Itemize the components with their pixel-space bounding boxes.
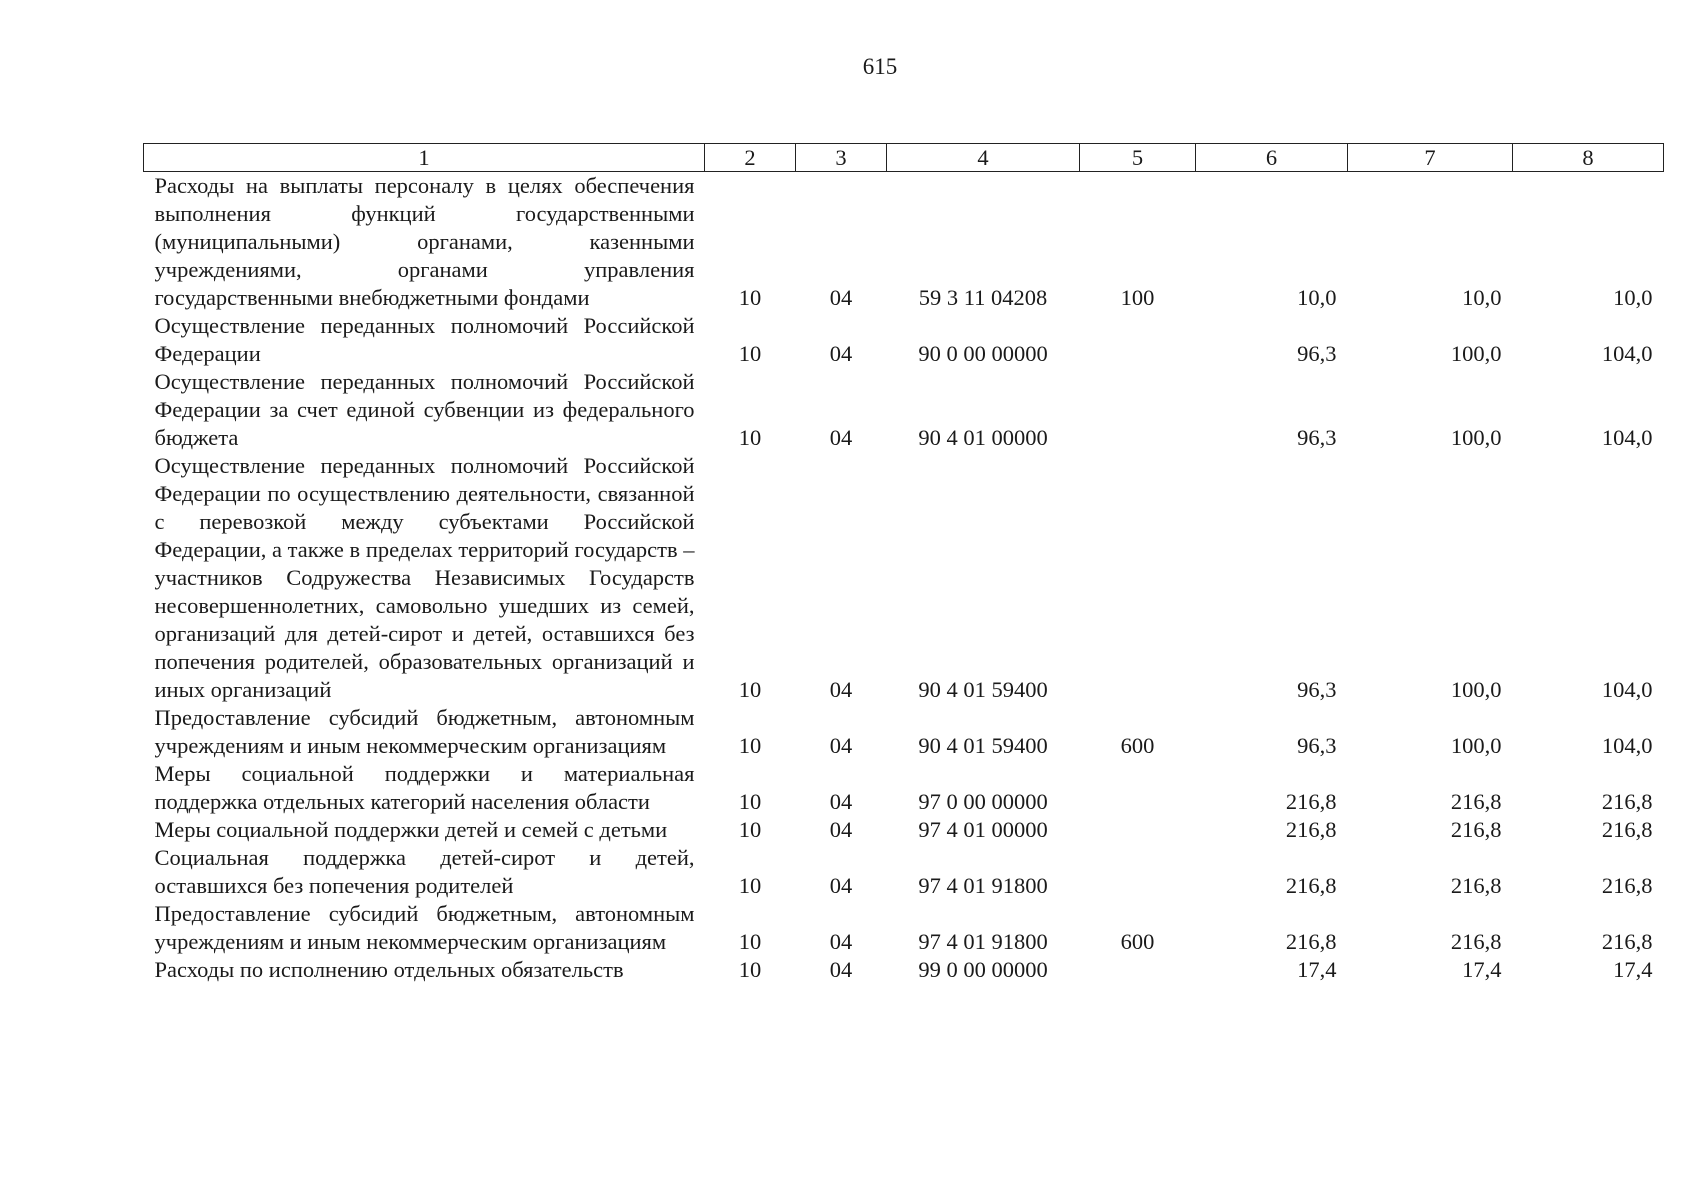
table-row [144,760,1664,816]
row-amount-col7: 100,0 [1450,425,1502,450]
page-number: 615 [862,54,898,79]
row-amount-col6: 216,8 [1285,817,1337,842]
row-section: 10 [738,425,762,450]
row-amount-col8: 216,8 [1601,873,1653,898]
row-section: 10 [738,929,762,954]
row-amount-col8: 216,8 [1601,929,1653,954]
row-subsection: 04 [829,733,853,758]
row-target-code: 90 4 01 00000 [918,425,1048,450]
row-expense-type: 600 [1120,929,1155,954]
row-amount-col8: 216,8 [1601,789,1653,814]
row-description: Осуществление переданных полномочий Российской Федерации за счет единой субвенции из федерального бюджета [154,369,695,450]
header-cell-5: 5 [1080,144,1196,172]
row-description: Меры социальной поддержки и материальная поддержка отдельных категорий населения области [154,761,695,814]
header-row [144,144,1664,172]
row-amount-col7: 216,8 [1450,789,1502,814]
row-amount-col7: 100,0 [1450,341,1502,366]
row-amount-col7: 17,4 [1462,957,1502,982]
header-cell-4: 4 [887,144,1080,172]
row-section: 10 [738,677,762,702]
row-amount-col7: 216,8 [1450,873,1502,898]
row-amount-col6: 96,3 [1297,733,1337,758]
header-cell-3: 3 [796,144,887,172]
row-expense-type: 100 [1120,285,1155,310]
table-row [144,368,1664,452]
row-description: Социальная поддержка детей-сирот и детей, оставшихся без попечения родителей [154,845,695,898]
row-subsection: 04 [829,873,853,898]
header-cell-6: 6 [1196,144,1348,172]
row-amount-col8: 104,0 [1601,425,1653,450]
row-amount-col6: 17,4 [1297,957,1337,982]
row-target-code: 90 0 00 00000 [918,341,1048,366]
row-expense-type [1080,452,1196,704]
table-row [144,452,1664,704]
row-target-code: 97 4 01 91800 [918,873,1048,898]
row-amount-col6: 96,3 [1297,341,1337,366]
row-amount-col8: 104,0 [1601,341,1653,366]
row-expense-type [1080,816,1196,844]
row-expense-type [1080,760,1196,816]
table-row [144,704,1664,760]
row-section: 10 [738,817,762,842]
row-amount-col7: 100,0 [1450,677,1502,702]
row-amount-col7: 216,8 [1450,817,1502,842]
budget-table [143,143,1664,984]
row-target-code: 97 4 01 91800 [918,929,1048,954]
row-target-code: 97 4 01 00000 [918,817,1048,842]
row-expense-type [1080,312,1196,368]
table-row [144,816,1664,844]
header-cell-7: 7 [1348,144,1513,172]
row-amount-col8: 104,0 [1601,677,1653,702]
row-subsection: 04 [829,425,853,450]
table-row [144,172,1664,313]
table-row [144,312,1664,368]
row-subsection: 04 [829,817,853,842]
row-section: 10 [738,789,762,814]
row-target-code: 59 3 11 04208 [918,285,1048,310]
table-body [144,172,1664,985]
table-row [144,956,1664,984]
row-amount-col6: 96,3 [1297,677,1337,702]
row-expense-type [1080,368,1196,452]
row-amount-col8: 10,0 [1613,285,1653,310]
row-amount-col6: 10,0 [1297,285,1337,310]
row-section: 10 [738,957,762,982]
row-target-code: 90 4 01 59400 [918,733,1048,758]
row-amount-col8: 216,8 [1601,817,1653,842]
row-target-code: 90 4 01 59400 [918,677,1048,702]
row-amount-col8: 104,0 [1601,733,1653,758]
row-amount-col6: 216,8 [1285,929,1337,954]
row-section: 10 [738,285,762,310]
row-expense-type: 600 [1120,733,1155,758]
row-amount-col8: 17,4 [1613,957,1653,982]
row-description: Предоставление субсидий бюджетным, автономным учреждениям и иным некоммерческим организациям [154,705,695,758]
row-target-code: 99 0 00 00000 [918,957,1048,982]
table-row [144,844,1664,900]
row-amount-col6: 96,3 [1297,425,1337,450]
row-subsection: 04 [829,285,853,310]
row-amount-col6: 216,8 [1285,789,1337,814]
row-subsection: 04 [829,341,853,366]
row-amount-col7: 100,0 [1450,733,1502,758]
table-row [144,900,1664,956]
row-expense-type [1080,844,1196,900]
row-description: Предоставление субсидий бюджетным, автономным учреждениям и иным некоммерческим организациям [154,901,695,954]
row-subsection: 04 [829,957,853,982]
row-description: Осуществление переданных полномочий Российской Федерации по осуществлению деятельности, связанной с перевозкой между субъектами Российской Федерации, а также в пределах территорий государств – участников Содружества Независимых Государств несовершеннолетних, самовольно ушедших из семей, организаций для детей-сирот и детей, оставшихся без попечения родителей, образовательных организаций и иных организаций [154,453,695,702]
header-cell-2: 2 [705,144,796,172]
row-subsection: 04 [829,929,853,954]
row-section: 10 [738,733,762,758]
row-subsection: 04 [829,677,853,702]
row-section: 10 [738,873,762,898]
row-description: Расходы по исполнению отдельных обязательств [154,957,624,982]
row-description: Меры социальной поддержки детей и семей с детьми [154,817,668,842]
row-target-code: 97 0 00 00000 [918,789,1048,814]
header-cell-8: 8 [1513,144,1664,172]
row-amount-col6: 216,8 [1285,873,1337,898]
row-description: Расходы на выплаты персоналу в целях обеспечения выполнения функций государственными (муниципальными) органами, казенными учреждениями, органами управления государственными внебюджетными фондами [154,173,695,310]
row-section: 10 [738,341,762,366]
row-amount-col7: 216,8 [1450,929,1502,954]
header-cell-1: 1 [144,144,705,172]
row-description: Осуществление переданных полномочий Российской Федерации [154,313,695,366]
row-subsection: 04 [829,789,853,814]
row-amount-col7: 10,0 [1462,285,1502,310]
row-expense-type [1080,956,1196,984]
